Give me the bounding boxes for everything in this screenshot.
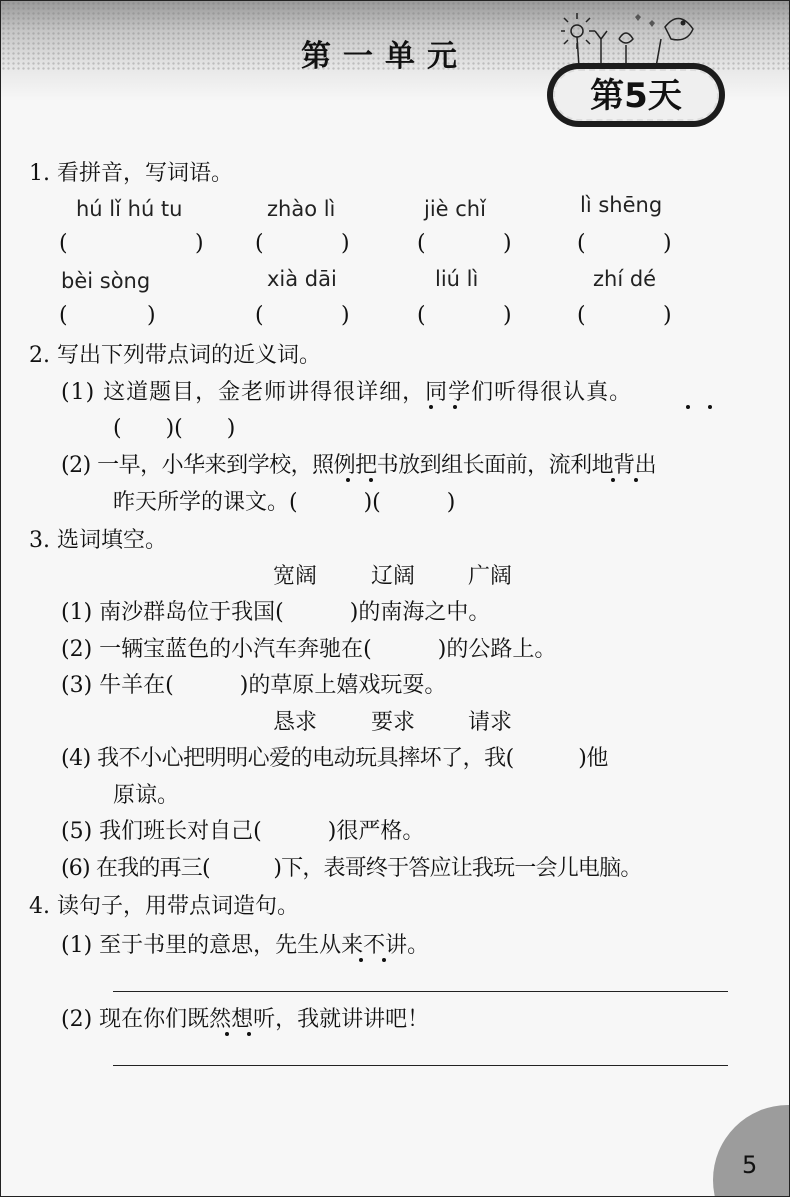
answer-blank-open[interactable]: (: [577, 303, 586, 328]
pinyin-item: liú lì: [435, 267, 479, 291]
answer-blank-close: ): [341, 231, 350, 256]
answer-line[interactable]: [113, 1065, 728, 1066]
pinyin-item: lì shēng: [580, 193, 663, 217]
answer-line[interactable]: [113, 991, 728, 992]
answer-blank-close: ): [147, 303, 156, 328]
answer-blank-close: ): [195, 231, 204, 256]
q4-item-1: (1) 至于书里的意思，先生从来不讲。: [61, 933, 430, 958]
word-option: 恳求: [273, 710, 318, 735]
word-option: 广阔: [468, 564, 513, 589]
emphasis-dot: [382, 958, 386, 962]
q2-item-2-line-2: 昨天所学的课文。( )( ): [113, 490, 456, 515]
answer-blank-close: ): [341, 303, 350, 328]
q4-item-2: (2) 现在你们既然想听，我就讲讲吧！: [61, 1007, 430, 1032]
q3-title: 3. 选词填空。: [29, 528, 167, 553]
q4-title: 4. 读句子，用带点词造句。: [29, 894, 299, 919]
emphasis-dot: [453, 405, 457, 409]
emphasis-dot: [429, 405, 433, 409]
answer-blank-open[interactable]: (: [577, 231, 586, 256]
pinyin-item: bèi sòng: [61, 269, 151, 293]
answer-blank-open[interactable]: (: [59, 231, 68, 256]
q3-item-5: (5) 我们班长对自己( )很严格。: [61, 819, 425, 844]
emphasis-dot: [359, 958, 363, 962]
emphasis-dot: [634, 478, 638, 482]
pinyin-item: jiè chǐ: [424, 197, 486, 221]
answer-blank-open[interactable]: (: [417, 303, 426, 328]
q3-item-6: (6) 在我的再三( )下，表哥终于答应让我玩一会儿电脑。: [61, 856, 642, 881]
q3-item-1: (1) 南沙群岛位于我国( )的南海之中。: [61, 600, 491, 625]
pinyin-item: zhào lì: [267, 197, 336, 221]
word-option: 辽阔: [371, 564, 416, 589]
pinyin-item: zhí dé: [593, 267, 657, 291]
flower-bird-decoration-icon: [561, 9, 701, 69]
answer-blank-open[interactable]: (: [255, 303, 264, 328]
emphasis-dot: [369, 478, 373, 482]
q2-title: 2. 写出下列带点词的近义词。: [29, 343, 321, 368]
answer-blank-close: ): [503, 303, 512, 328]
q2-item-1: (1) 这道题目，金老师讲得很详细，同学们听得很认真。: [61, 380, 633, 405]
q3-item-4-line-2: 原谅。: [113, 783, 180, 808]
pinyin-item: xià dāi: [267, 267, 337, 291]
emphasis-dot: [708, 405, 712, 409]
q2-item-2-line-1: (2) 一早，小华来到学校，照例把书放到组长面前，流利地背出: [61, 453, 657, 478]
word-option: 宽阔: [273, 564, 318, 589]
day-badge-label: 第5天: [553, 69, 719, 121]
q3-item-2: (2) 一辆宝蓝色的小汽车奔驰在( )的公路上。: [61, 637, 557, 662]
emphasis-dot: [686, 405, 690, 409]
word-option: 要求: [371, 710, 416, 735]
q2-item-1-blanks[interactable]: ( )( ): [113, 416, 236, 441]
answer-blank-close: ): [663, 303, 672, 328]
word-option: 请求: [468, 710, 513, 735]
pinyin-item: hú lǐ hú tu: [76, 197, 183, 221]
emphasis-dot: [247, 1032, 251, 1036]
page-number: 5: [742, 1151, 758, 1179]
answer-blank-open[interactable]: (: [255, 231, 264, 256]
answer-blank-close: ): [503, 231, 512, 256]
unit-title: 第一单元: [301, 39, 469, 74]
answer-blank-close: ): [663, 231, 672, 256]
q3-item-3: (3) 牛羊在( )的草原上嬉戏玩耍。: [61, 673, 447, 698]
q1-title: 1. 看拼音，写词语。: [29, 161, 233, 186]
q3-item-4-line-1: (4) 我不小心把明明心爱的电动玩具摔坏了，我( )他: [61, 746, 608, 771]
answer-blank-open[interactable]: (: [417, 231, 426, 256]
emphasis-dot: [611, 478, 615, 482]
day-badge: [547, 63, 725, 127]
emphasis-dot: [346, 478, 350, 482]
emphasis-dot: [225, 1032, 229, 1036]
answer-blank-open[interactable]: (: [59, 303, 68, 328]
